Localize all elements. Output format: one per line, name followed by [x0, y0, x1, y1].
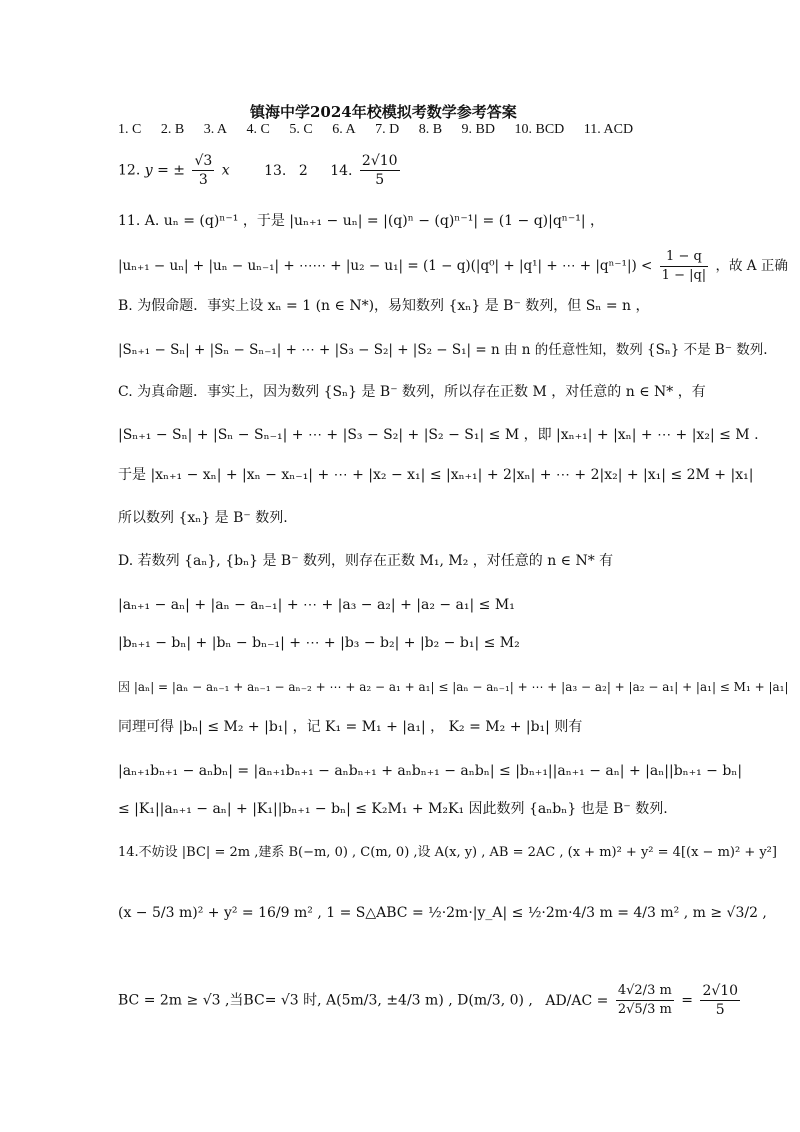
q12-numerator: √3 — [194, 153, 213, 169]
sol14-line1: 14.不妨设 |BC| = 2m ,建系 B(−m, 0) , C(m, 0) ,设 A(x, y) , AB = 2AC , (x + m)² + y² = 4[(x − m)² + y²] — [118, 845, 777, 860]
sol11-d-line5: 同理可得 |bₙ| ≤ M₂ + |b₁| ，记 K₁ = M₁ + |a₁| ， K₂ = M₂ + |b₁| 则有 — [118, 719, 583, 735]
sol11-b-line1: B. 为假命题．事实上设 xₙ = 1 (n ∈ N*)，易知数列 {xₙ} 是 B⁻ 数列，但 Sₙ = n ， — [118, 298, 650, 314]
q14-denominator: 5 — [375, 172, 385, 188]
answer-5: 5. C — [289, 122, 313, 137]
answer-1: 1. C — [118, 122, 142, 137]
answer-8: 8. B — [418, 122, 443, 137]
sol11-a-line1: 11. A. uₙ = (q)ⁿ⁻¹ ，于是 |uₙ₊₁ − uₙ| = |(q)ⁿ − (q)ⁿ⁻¹| = (1 − q)|qⁿ⁻¹| ， — [118, 213, 605, 229]
q14-fraction — [360, 152, 400, 189]
answer-2: 2. B — [160, 122, 185, 137]
q12-label: 12. — [118, 162, 141, 179]
sol11-b-line2: |Sₙ₊₁ − Sₙ| + |Sₙ − Sₙ₋₁| + ⋯ + |S₃ − S₂| + |S₂ − S₁| = n 由 n 的任意性知，数列 {Sₙ} 不是 B⁻ 数列. — [118, 342, 768, 358]
answer-3: 3. A — [203, 122, 228, 137]
sol14-result-fraction — [700, 982, 740, 1019]
sol11-c-line4: 所以数列 {xₙ} 是 B⁻ 数列. — [118, 510, 288, 526]
sol14-line3 — [118, 982, 743, 1019]
sol14-ratio-label: AD/AC = — [545, 992, 609, 1009]
q12-denominator: 3 — [198, 172, 208, 188]
sol14-ratio-num: 4√2/3 m — [616, 982, 674, 1001]
sol11-a-sum: |uₙ₊₁ − uₙ| + |uₙ − uₙ₋₁| + ⋯⋯ + |u₂ − u₁| = (1 − q)(|q⁰| + |q¹| + ⋯ + |qⁿ⁻¹|) < — [118, 258, 653, 274]
sol14-line3-text: BC = 2m ≥ √3 ,当BC= √3 时, A(5m/3, ±4/3 m) , D(m/3, 0) , — [118, 992, 533, 1009]
sol11-d-line6: |aₙ₊₁bₙ₊₁ − aₙbₙ| = |aₙ₊₁bₙ₊₁ − aₙbₙ₊₁ + aₙbₙ₊₁ − aₙbₙ| ≤ |bₙ₊₁||aₙ₊₁ − aₙ| + |aₙ||bₙ₊₁ − bₙ| — [118, 763, 743, 779]
answer-11: 11. ACD — [583, 122, 634, 137]
answer-6: 6. A — [332, 122, 356, 137]
fill-answers — [118, 152, 403, 189]
sol11-a-bound-den: 1 − |q| — [661, 268, 707, 283]
q13-label: 13. — [264, 162, 287, 179]
answer-4: 4. C — [246, 122, 270, 137]
sol14-result-den: 5 — [715, 1002, 725, 1018]
sol11-a-conclusion: ，故 A 正确 — [715, 258, 788, 274]
sol11-c-line2: |Sₙ₊₁ − Sₙ| + |Sₙ − Sₙ₋₁| + ⋯ + |S₃ − S₂| + |S₂ − S₁| ≤ M ，即 |xₙ₊₁| + |xₙ| + ⋯ + |x₂| ≤ M . — [118, 427, 759, 443]
sol11-c-line3: 于是 |xₙ₊₁ − xₙ| + |xₙ − xₙ₋₁| + ⋯ + |x₂ − x₁| ≤ |xₙ₊₁| + 2|xₙ| + ⋯ + 2|x₂| + |x₁| ≤ 2M + |x₁| — [118, 467, 754, 483]
sol14-result-num: 2√10 — [702, 983, 739, 999]
sol11-a-bound — [660, 248, 709, 285]
sol14-equals: = — [681, 992, 693, 1009]
sol11-a-line2 — [118, 248, 788, 285]
q12-fraction — [192, 152, 214, 189]
sol11-a-bound-num: 1 − q — [660, 248, 709, 267]
q12-prefix: y = ± — [144, 162, 185, 179]
q13-value: 2 — [298, 162, 308, 179]
sol11-d-line4: 因 |aₙ| = |aₙ − aₙ₋₁ + aₙ₋₁ − aₙ₋₂ + ⋯ + a₂ − a₁ + a₁| ≤ |aₙ − aₙ₋₁| + ⋯ + |a₃ − a₂| + |a₂ − a₁| + |a₁| ≤ M₁ + |a₁| — [118, 680, 789, 694]
sol11-d-line1: D. 若数列 {aₙ}, {bₙ} 是 B⁻ 数列，则存在正数 M₁, M₂ ，对任意的 n ∈ N* 有 — [118, 553, 614, 569]
sol11-d-line3: |bₙ₊₁ − bₙ| + |bₙ − bₙ₋₁| + ⋯ + |b₃ − b₂| + |b₂ − b₁| ≤ M₂ — [118, 635, 520, 651]
q12-suffix: x — [221, 162, 230, 179]
sol14-ratio-den: 2√5/3 m — [617, 1002, 672, 1017]
sol11-d-line2: |aₙ₊₁ − aₙ| + |aₙ − aₙ₋₁| + ⋯ + |a₃ − a₂| + |a₂ − a₁| ≤ M₁ — [118, 597, 515, 613]
q14-label: 14. — [330, 162, 353, 179]
answer-7: 7. D — [375, 122, 400, 137]
sol14-line2: (x − 5/3 m)² + y² = 16/9 m² , 1 = S△ABC = ½·2m·|y_A| ≤ ½·2m·4/3 m = 4/3 m² , m ≥ √3/2 , — [118, 905, 767, 921]
sol11-c-line1: C. 为真命题．事实上，因为数列 {Sₙ} 是 B⁻ 数列，所以存在正数 M ，对任意的 n ∈ N* ，有 — [118, 384, 706, 400]
sol11-d-line7: ≤ |K₁||aₙ₊₁ − aₙ| + |K₁||bₙ₊₁ − bₙ| ≤ K₂M₁ + M₂K₁ 因此数列 {aₙbₙ} 也是 B⁻ 数列. — [118, 801, 668, 817]
sol14-ratio-fraction — [616, 982, 674, 1019]
answer-10: 10. BCD — [514, 122, 565, 137]
q14-numerator: 2√10 — [361, 153, 398, 169]
page-title: 镇海中学2024年校模拟考数学参考答案 — [250, 103, 517, 121]
choice-answers — [118, 121, 649, 139]
answer-9: 9. BD — [461, 122, 495, 137]
